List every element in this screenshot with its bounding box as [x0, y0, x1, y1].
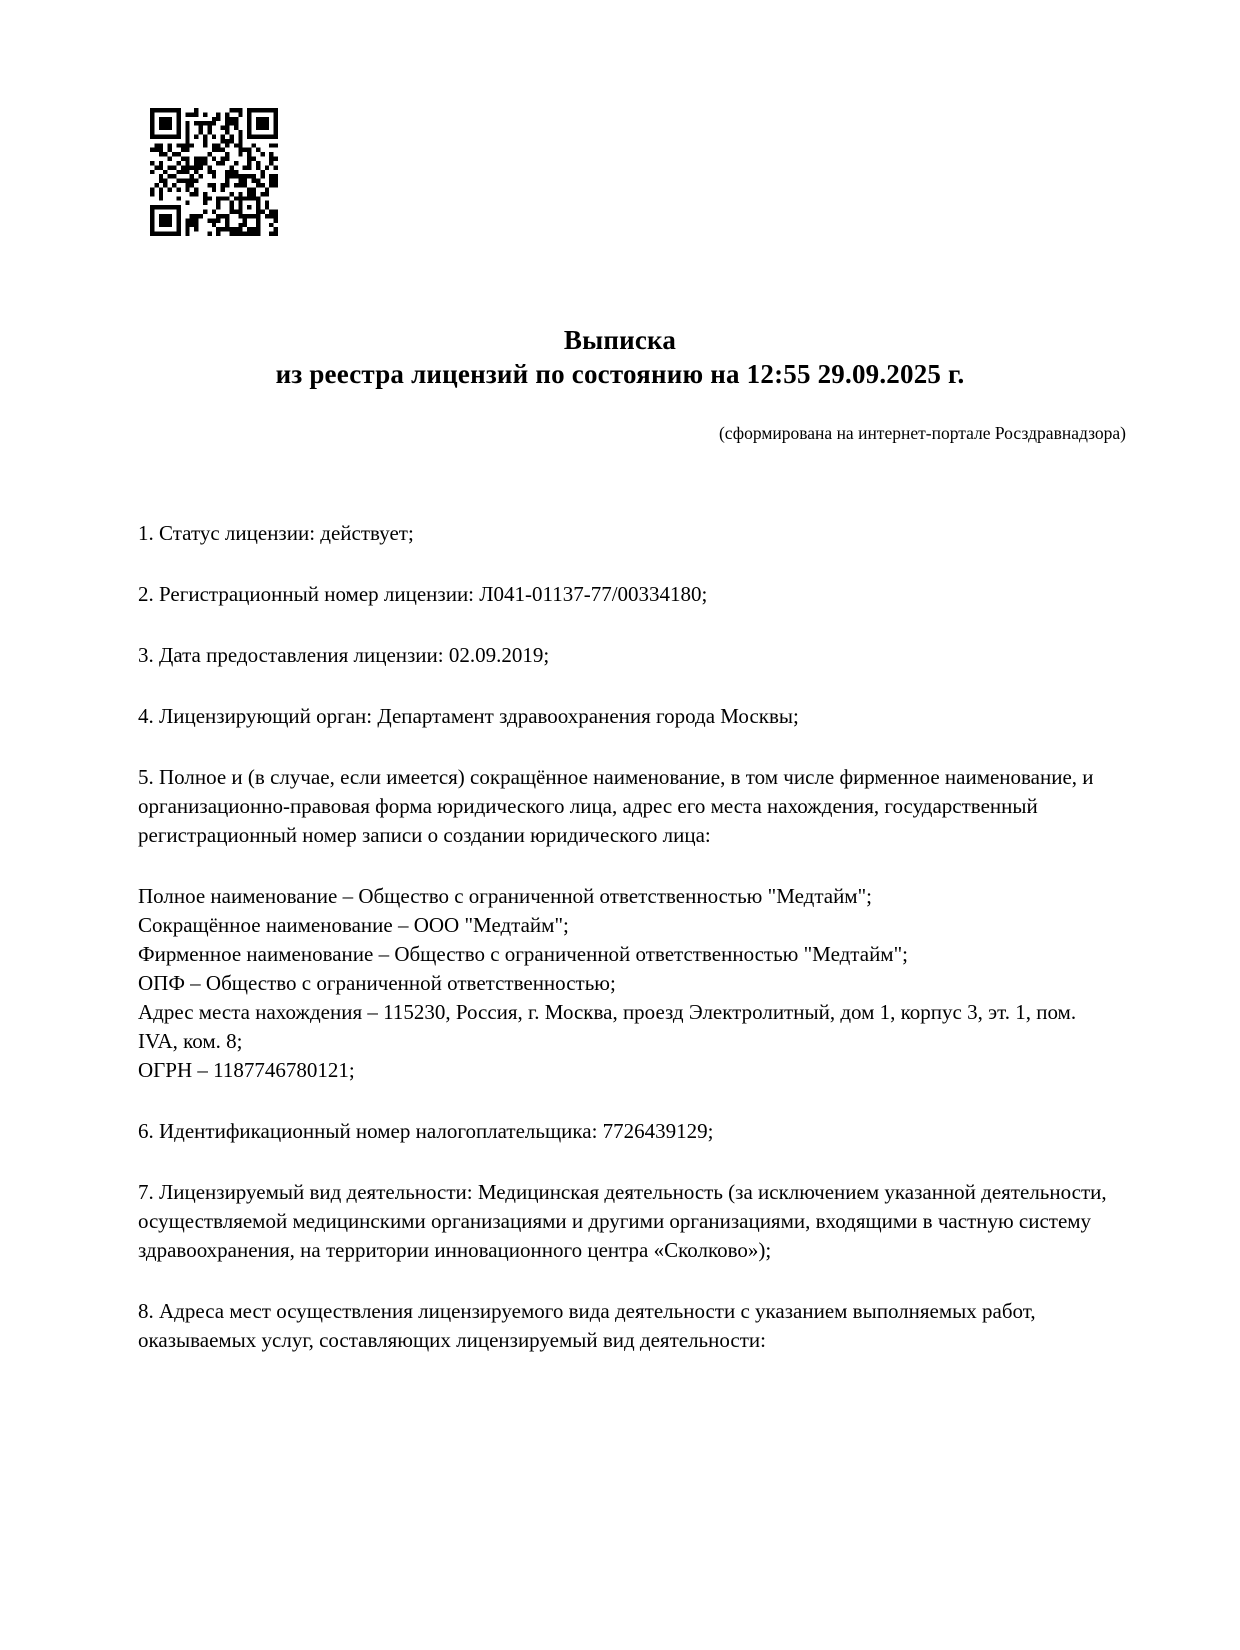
company-opf: ОПФ – Общество с ограниченной ответственностью;: [138, 971, 616, 995]
paragraph-name-intro: 5. Полное и (в случае, если имеется) сокращённое наименование, в том числе фирменное наименование, и организационно-правовая форма юридического лица, адрес его места нахождения, государственный регистрационный номер записи о создании юридического лица:: [138, 765, 1094, 847]
document-body: [138, 519, 1113, 1387]
company-brand-name: Фирменное наименование – Общество с ограниченной ответственностью "Медтайм";: [138, 942, 908, 966]
paragraph-license-date: 3. Дата предоставления лицензии: 02.09.2019;: [138, 643, 550, 667]
document-subtitle: (сформирована на интернет-портале Росздравнадзора): [718, 423, 1126, 443]
paragraph-activity-type: 7. Лицензируемый вид деятельности: Медицинская деятельность (за исключением указанной деятельности, осуществляемой медицинскими организациями и другими организациями, входящими в частную систему здравоохранения, на территории инновационного центра «Сколково»);: [138, 1180, 1107, 1262]
paragraph-license-status: 1. Статус лицензии: действует;: [138, 521, 414, 545]
paragraph-licensing-authority: 4. Лицензирующий орган: Департамент здравоохранения города Москвы;: [138, 704, 799, 728]
document-title-line1: Выписка: [563, 325, 677, 355]
paragraph-activity-addresses: 8. Адреса мест осуществления лицензируемого вида деятельности с указанием выполняемых работ, оказываемых услуг, составляющих лицензируемый вид деятельности:: [138, 1299, 1036, 1352]
company-short-name: Сокращённое наименование – ООО "Медтайм";: [138, 913, 569, 937]
company-ogrn: ОГРН – 1187746780121;: [138, 1058, 355, 1082]
company-full-name: Полное наименование – Общество с ограниченной ответственностью "Медтайм";: [138, 884, 873, 908]
qr-code-icon: [150, 108, 278, 236]
company-details-block: [138, 882, 1113, 1085]
company-address: Адрес места нахождения – 115230, Россия, г. Москва, проезд Электролитный, дом 1, корпус 3, эт. 1, пом. IVA, ком. 8;: [138, 1000, 1077, 1053]
paragraph-inn: 6. Идентификационный номер налогоплательщика: 7726439129;: [138, 1119, 714, 1143]
document-title: [0, 323, 1240, 391]
paragraph-registration-number: 2. Регистрационный номер лицензии: Л041-01137-77/00334180;: [138, 582, 708, 606]
document-title-line2: из реестра лицензий по состоянию на 12:55 29.09.2025 г.: [275, 359, 965, 389]
